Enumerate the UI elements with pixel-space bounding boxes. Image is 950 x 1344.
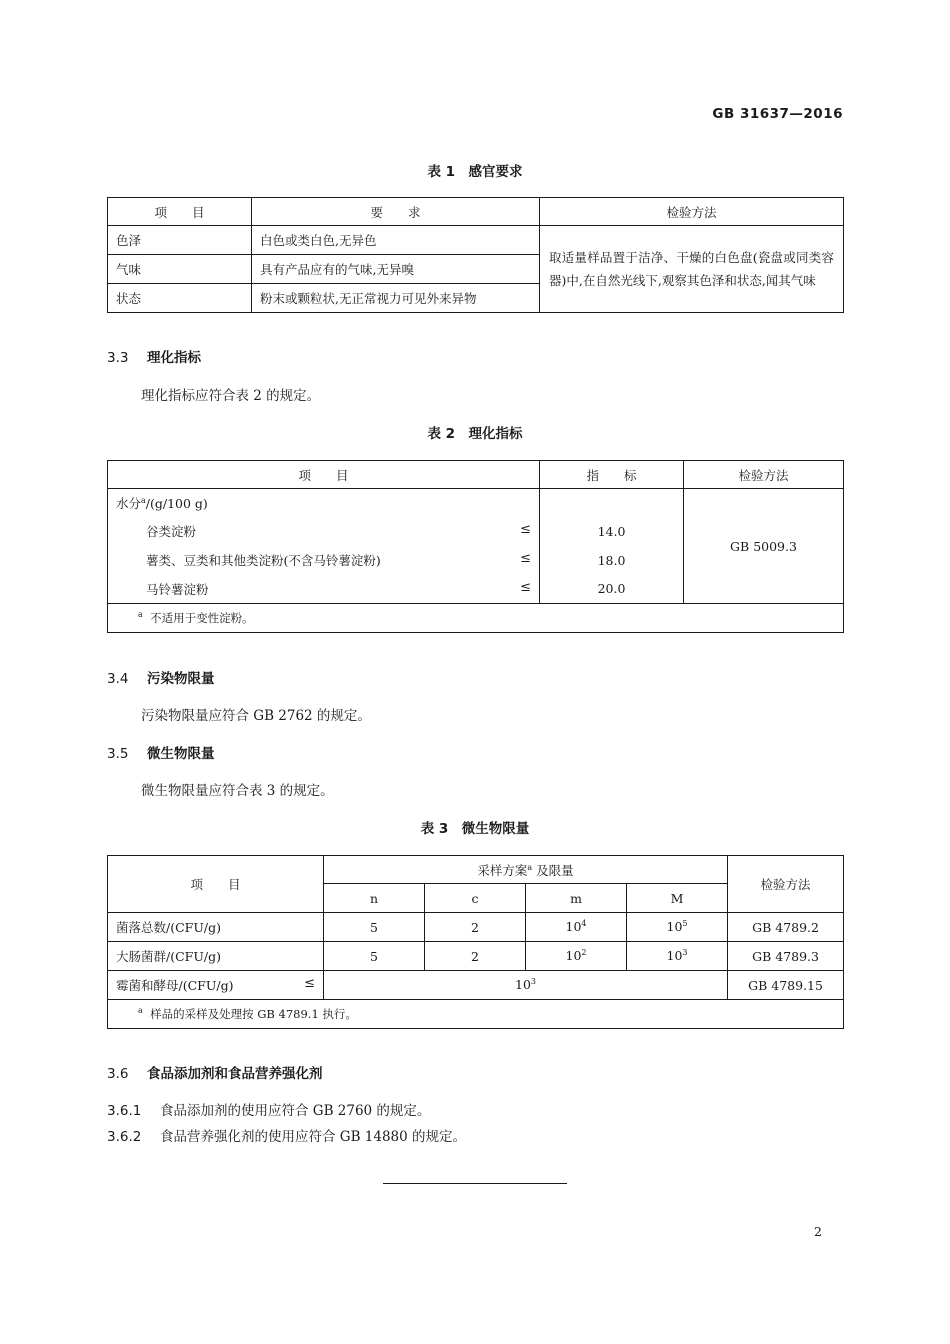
table2-row-value: 18.0 — [540, 546, 684, 575]
section-title: 微生物限量 — [147, 746, 215, 762]
table3-subheader-n: n — [324, 884, 425, 913]
table2-header-indicator: 指 标 — [540, 461, 684, 489]
table3-row-M: $10^5$ — [627, 913, 728, 942]
table2-footnote: $^a$ 不适用于变性淀粉。 — [108, 604, 844, 633]
table1-header-requirement: 要 求 — [252, 198, 540, 226]
table1-header-method: 检验方法 — [540, 198, 844, 226]
table3-row-m: $10^4$ — [526, 913, 627, 942]
table2-header-item: 项 目 — [108, 461, 540, 489]
table1-row-requirement: 白色或类白色,无异色 — [252, 226, 540, 255]
table3-subheader-m: m — [526, 884, 627, 913]
section-3-6-heading — [107, 1062, 323, 1082]
page-number: 2 — [814, 1224, 822, 1239]
section-number: 3.5 — [107, 746, 129, 762]
section-3-4-text: 污染物限量应符合 GB 2762 的规定。 — [141, 708, 371, 724]
section-3-4-heading — [107, 667, 215, 687]
table1-row-requirement: 粉末或颗粒状,无正常视力可见外来异物 — [252, 284, 540, 313]
table1-sensory-requirements — [107, 197, 844, 313]
clause-text: 食品营养强化剂的使用应符合 GB 14880 的规定。 — [160, 1129, 467, 1145]
table2-row-item: 薯类、豆类和其他类淀粉(不含马铃薯淀粉) ≤ — [108, 546, 540, 575]
table3-microbial-limits — [107, 855, 844, 1029]
table3-mold-method: GB 4789.15 — [728, 971, 844, 1000]
section-3-3-heading — [107, 346, 201, 366]
clause-number: 3.6.1 — [107, 1103, 142, 1119]
table1-row-requirement: 具有产品应有的气味,无异嗅 — [252, 255, 540, 284]
section-number: 3.6 — [107, 1066, 129, 1082]
table3-row-item: 菌落总数/(CFU/g) — [108, 913, 324, 942]
table3-row-M: $10^3$ — [627, 942, 728, 971]
section-number: 3.4 — [107, 671, 129, 687]
table-row — [108, 942, 844, 971]
table1-row-item: 状态 — [108, 284, 252, 313]
section-3-3-text: 理化指标应符合表 2 的规定。 — [141, 388, 321, 404]
table-row — [108, 913, 844, 942]
table2-physicochemical-indicators — [107, 460, 844, 633]
table1-row-item: 气味 — [108, 255, 252, 284]
table3-header-sampling-plan: 采样方案$^a$ 及限量 — [324, 856, 728, 884]
table1-header-item: 项 目 — [108, 198, 252, 226]
table3-mold-limit: $10^3$ — [324, 971, 728, 1000]
table3-footnote: $^a$ 样品的采样及处理按 GB 4789.1 执行。 — [108, 1000, 844, 1029]
table3-header-item: 项 目 — [108, 856, 324, 913]
section-3-5-heading — [107, 742, 215, 762]
section-3-5-text: 微生物限量应符合表 3 的规定。 — [141, 783, 334, 799]
clause-3-6-1 — [107, 1099, 430, 1119]
clause-3-6-2 — [107, 1125, 466, 1145]
section-number: 3.3 — [107, 350, 129, 366]
table2-row-item: 谷类淀粉 ≤ — [108, 517, 540, 546]
clause-number: 3.6.2 — [107, 1129, 142, 1145]
table3-caption: 表 3 微生物限量 — [420, 821, 530, 837]
table1-method: 取适量样品置于洁净、干燥的白色盘(瓷盘或同类容器)中,在自然光线下,观察其色泽和状态,闻其气味 — [540, 226, 844, 313]
standard-number: GB 31637—2016 — [712, 106, 843, 122]
table2-method: GB 5009.3 — [684, 489, 844, 604]
table3-row-item: 大肠菌群/(CFU/g) — [108, 942, 324, 971]
clause-text: 食品添加剂的使用应符合 GB 2760 的规定。 — [160, 1103, 431, 1119]
table3-mold-item: 霉菌和酵母/(CFU/g) ≤ — [108, 971, 324, 1000]
table2-group-label: 水分$^a$/(g/100 g) — [108, 489, 540, 517]
table3-row-m: $10^2$ — [526, 942, 627, 971]
table3-row-n: 5 — [324, 942, 425, 971]
table2-row-value: 20.0 — [540, 575, 684, 604]
table3-row-c: 2 — [425, 913, 526, 942]
table3-row-method: GB 4789.3 — [728, 942, 844, 971]
table3-row-n: 5 — [324, 913, 425, 942]
table2-header-method: 检验方法 — [684, 461, 844, 489]
table2-row-item: 马铃薯淀粉 ≤ — [108, 575, 540, 604]
table2-caption: 表 2 理化指标 — [427, 426, 523, 442]
table2-row-value: 14.0 — [540, 517, 684, 546]
table3-header-method: 检验方法 — [728, 856, 844, 913]
table1-caption: 表 1 感官要求 — [427, 164, 523, 180]
table3-subheader-M: M — [627, 884, 728, 913]
end-rule — [383, 1183, 567, 1184]
table3-subheader-c: c — [425, 884, 526, 913]
table1-row-item: 色泽 — [108, 226, 252, 255]
table3-row-c: 2 — [425, 942, 526, 971]
table3-row-method: GB 4789.2 — [728, 913, 844, 942]
section-title: 食品添加剂和食品营养强化剂 — [147, 1066, 323, 1082]
table-row — [108, 971, 844, 1000]
section-title: 污染物限量 — [147, 671, 215, 687]
section-title: 理化指标 — [147, 350, 201, 366]
